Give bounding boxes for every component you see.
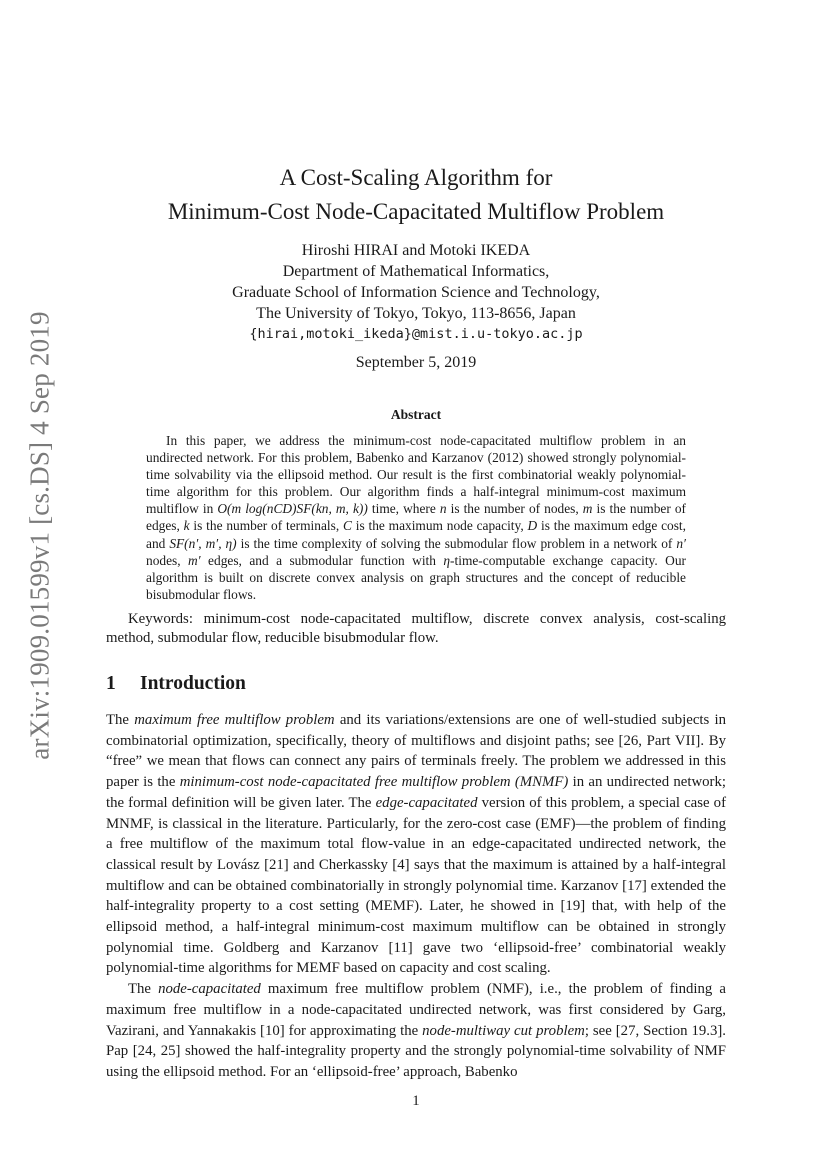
- title-line-2: Minimum-Cost Node-Capacitated Multiflow Problem: [167, 199, 665, 224]
- intro-text: The: [128, 981, 159, 998]
- intro-paragraph-2: [106, 979, 726, 1083]
- introduction-body: [106, 710, 726, 1083]
- abstract-variable: k: [183, 518, 190, 534]
- intro-emphasis: node-capacitated: [158, 981, 261, 998]
- section-heading: [106, 673, 246, 695]
- abstract-variable: n′: [676, 535, 686, 551]
- author-email: {hirai,motoki_ikeda}@mist.i.u-tokyo.ac.jp: [249, 326, 583, 342]
- affiliation-line-1: Department of Mathematical Informatics,: [282, 263, 550, 280]
- intro-emphasis: maximum free multiflow problem: [134, 712, 335, 728]
- intro-text: in an undirected network; the formal definition will be given later. The: [106, 774, 726, 811]
- abstract-text: is the time complexity of solving the submodular flow problem in a network of: [236, 535, 677, 551]
- abstract-text: is the maximum edge cost, and: [146, 518, 687, 551]
- abstract-text: -time-computable exchange capacity. Our algorithm is built on discrete convex analysis on graph structures and the concept of reducible bisubmodular flows.: [146, 552, 686, 602]
- abstract-variable: C: [343, 518, 352, 534]
- page-number: 1: [412, 1093, 420, 1109]
- abstract-variable: η: [443, 552, 451, 568]
- arxiv-identifier-text: arXiv:1909.01599v1 [cs.DS] 4 Sep 2019: [24, 310, 55, 760]
- intro-paragraph-1: [106, 710, 726, 979]
- abstract-text: time, where: [367, 501, 440, 517]
- intro-text: version of this problem, a special case of MNMF, is classical in the literature. Particularly, for the zero-cost case (EMF)—the problem of finding a free multiflow of the maximum total flow-value in an edge-capacitated undirected network, the classical result by Lovász [21] and Cherkassky [4] says that the maximum is attained by a half-integral multiflow and can be obtained combinatorially in strongly polynomial time. Karzanov [17] extended the half-integrality property to a cost setting (MEMF). Later, he showed in [19] that, with help of the ellipsoid method, a half-integral minimum-cost maximum multiflow can be obtained in strongly polynomial time. Goldberg and Karzanov [11] gave two ‘ellipsoid-free’ combinatorial weakly polynomial-time algorithms for MEMF based on capacity and cost scaling.: [106, 794, 726, 977]
- abstract-variable: n: [439, 501, 447, 517]
- abstract-variable: m′: [188, 552, 201, 568]
- title-line-1: A Cost-Scaling Algorithm for: [279, 165, 553, 190]
- abstract-text: In this paper, we address the minimum-cost node-capacitated multiflow problem in an undirected network. For this problem, Babenko and Karzanov (2012) showed strongly polynomial-time solvability via the ellipsoid method. Our result is the first combinatorial weakly polynomial-time algorithm for this problem. Our algorithm finds a half-integral minimum-cost maximum multiflow in: [146, 433, 686, 517]
- affiliation-line-2: Graduate School of Information Science and Technology,: [232, 284, 600, 301]
- paper-date: September 5, 2019: [355, 354, 477, 371]
- intro-emphasis: node-multiway cut problem: [422, 1022, 585, 1039]
- arxiv-identifier: [18, 310, 62, 760]
- keywords: Keywords: minimum-cost node-capacitated multiflow, discrete convex analysis, cost-scaling method, submodular flow, reducible bisubmodular flow.: [106, 611, 726, 646]
- paper-title: [106, 161, 726, 229]
- abstract-body: [146, 432, 686, 603]
- abstract-text: is the number of terminals,: [189, 518, 343, 534]
- intro-text: ; see [27, Section 19.3]. Pap [24, 25] showed the half-integrality property and the strongly polynomial-time solvability of NMF using the ellipsoid method. For an ‘ellipsoid-free’ approach, Babenko: [106, 1022, 726, 1080]
- abstract-heading: Abstract: [390, 407, 442, 422]
- abstract-variable: D: [527, 518, 538, 534]
- intro-emphasis: edge-capacitated: [375, 794, 478, 811]
- author-block: [106, 240, 726, 345]
- abstract-text: nodes,: [146, 552, 189, 568]
- abstract-formula: O(m log(nCD)SF(kn, m, k)): [217, 501, 368, 517]
- abstract-formula: SF(n′, m′, η): [169, 535, 237, 551]
- intro-text: and its variations/extensions are one of well-studied subjects in combinatorial optimization, specifically, theory of multiflows and disjoint paths; see [26, Part VII]. By “free” we mean that flows can connect any pairs of terminals freely. The problem we addressed in this paper is the: [106, 712, 726, 791]
- abstract-text: is the number of edges,: [146, 501, 686, 534]
- affiliation-line-3: The University of Tokyo, Tokyo, 113-8656, Japan: [256, 305, 576, 322]
- abstract-text: is the number of nodes,: [446, 501, 583, 517]
- intro-emphasis: minimum-cost node-capacitated free multiflow problem (MNMF): [179, 774, 569, 791]
- section-number: 1: [106, 673, 116, 694]
- intro-text: The: [106, 712, 135, 728]
- abstract-text: is the maximum node capacity,: [351, 518, 528, 534]
- abstract-text: edges, and a submodular function with: [200, 552, 444, 568]
- author-names: Hiroshi HIRAI and Motoki IKEDA: [301, 242, 531, 259]
- intro-text: maximum free multiflow problem (NMF), i.e., the problem of finding a maximum free multiflow in a node-capacitated undirected network, was first considered by Garg, Vazirani, and Yannakakis [10] for approximating the: [106, 981, 726, 1039]
- abstract-variable: m: [582, 501, 593, 517]
- section-title: Introduction: [140, 673, 246, 694]
